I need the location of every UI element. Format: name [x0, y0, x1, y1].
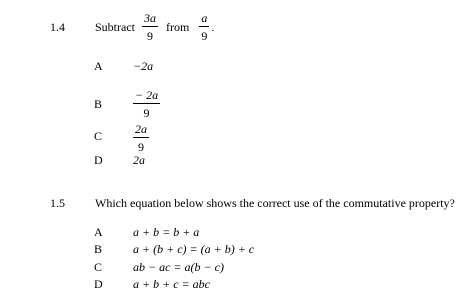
option-b-value: [133, 88, 160, 119]
option-d-value: 2a: [133, 153, 145, 167]
question-1-4-prefix: Subtract: [95, 19, 135, 34]
option-c-equation: ab − ac = a(b − c): [133, 260, 224, 274]
option-c-value: [133, 122, 149, 153]
fraction-minus-2a-over-9: [133, 89, 160, 119]
option-letter-b: B: [94, 242, 103, 256]
question-1-5-text: Which equation below shows the correct use of the commutative property?: [95, 196, 455, 210]
fraction-denominator: 9: [143, 106, 150, 120]
fraction-numerator: 2a: [135, 122, 147, 136]
fraction-a-over-9: [199, 12, 209, 42]
option-letter-a: A: [94, 59, 103, 73]
fraction-numerator: 3a: [144, 11, 156, 25]
question-1-4-from: from: [166, 19, 190, 34]
option-letter-c: C: [94, 260, 103, 274]
option-a-equation: a + b = b + a: [133, 225, 200, 239]
option-letter-d: D: [94, 153, 103, 167]
question-1-4-end: .: [211, 19, 215, 34]
option-letter-b: B: [94, 97, 103, 111]
fraction-denominator: 9: [138, 140, 144, 154]
option-d-equation: a + b + c = abc: [133, 277, 210, 291]
question-number-1-5: 1.5: [50, 196, 65, 210]
option-letter-d: D: [94, 277, 103, 291]
fraction-denominator: 9: [147, 29, 153, 43]
fraction-3a-over-9: [142, 12, 158, 42]
fraction-denominator: 9: [201, 29, 208, 43]
question-number-1-4: 1.4: [50, 20, 65, 34]
option-letter-c: C: [94, 129, 103, 143]
fraction-numerator: a: [201, 11, 208, 25]
option-b-equation: a + (b + c) = (a + b) + c: [133, 242, 255, 256]
question-1-4-stem: [95, 12, 214, 42]
option-letter-a: A: [94, 225, 103, 239]
fraction-numerator: − 2a: [135, 88, 159, 102]
option-a-value: −2a: [133, 59, 154, 73]
fraction-2a-over-9: [133, 123, 149, 153]
